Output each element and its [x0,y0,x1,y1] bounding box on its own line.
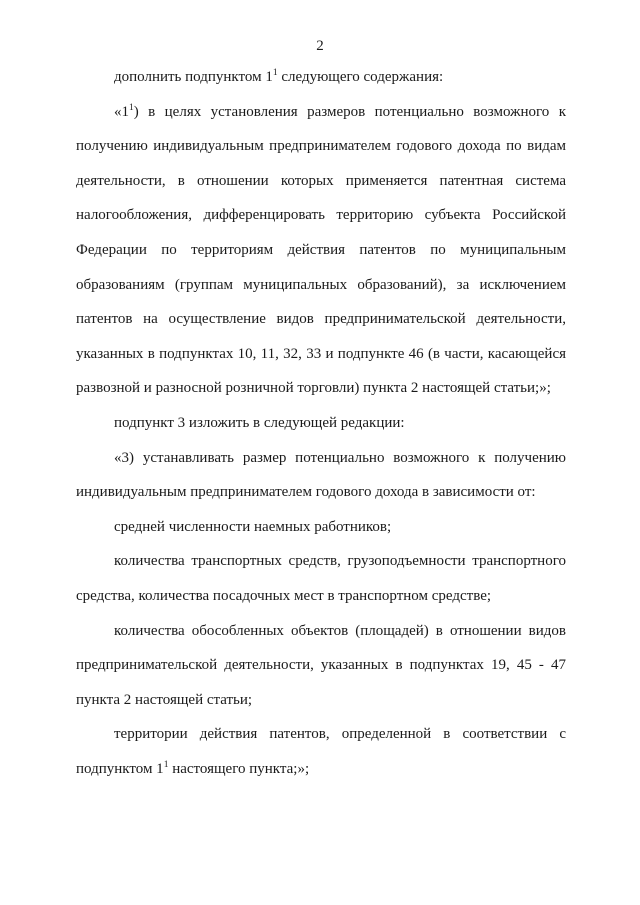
paragraph-employees [76,510,566,545]
paragraph-territory [76,717,566,786]
document-body [76,60,566,786]
paragraph-subpoint-3-intro [76,406,566,441]
paragraph-text: дополнить подпунктом 1 [114,69,273,85]
paragraph-text: «1 [114,103,129,120]
page-number: 2 [316,38,324,54]
paragraph-objects [76,614,566,718]
superscript: 1 [129,102,134,113]
paragraph-text: подпункт 3 изложить в следующей редакции: [114,414,405,431]
paragraph-subpoint-3-text [76,441,566,510]
superscript: 1 [163,759,169,770]
paragraph-vehicles [76,544,566,613]
paragraph-text: «3) устанавливать размер потенциально возможного к получению индивидуальным предпринимателем годового дохода в зависимости от: [76,449,566,501]
paragraph-text: территории действия патентов, определенной в соответствии с подпунктом 1 [76,726,566,777]
paragraph-text: ) в целях установления размеров потенциально возможного к получению индивидуальным предпринимателем годового дохода по видам деятельности, в отношении которых применяется патентная система налогообложения, дифференцировать территорию субъекта Российской Федерации по территориям действия патентов по муниципальным образованиям (группам муниципальных образований), за исключением патентов на осуществление видов предпринимательской деятельности, указанных в подпунктах 10, 11, 32, 33 и подпункте 46 (в части, касающейся развозной и разносной розничной торговли) пункта 2 настоящей статьи;»; [76,103,566,397]
paragraph-add-subpoint [76,60,566,95]
superscript: 1 [272,68,278,78]
paragraph-text: средней численности наемных работников; [114,518,392,535]
paragraph-text: количества транспортных средств, грузоподъемности транспортного средства, количества посадочных мест в транспортном средстве; [76,553,566,604]
paragraph-text: следующего содержания: [277,69,444,85]
paragraph-text: количества обособленных объектов (площадей) в отношении видов предпринимательской деятельности, указанных в подпунктах 19, 45 - 47 пункта 2 настоящей статьи; [76,622,566,708]
paragraph-subpoint-1-1 [76,95,566,406]
paragraph-text: настоящего пункта;»; [168,760,310,777]
